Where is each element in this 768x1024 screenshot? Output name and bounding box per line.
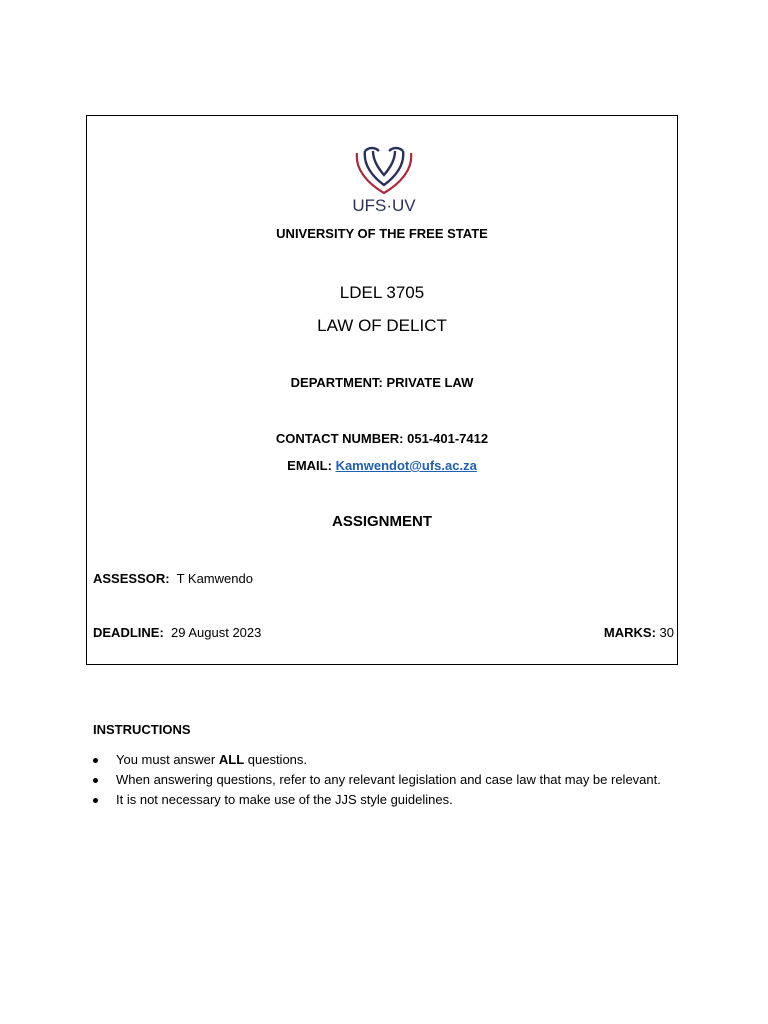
bullet-icon — [93, 758, 98, 763]
item-text-end: questions. — [244, 752, 308, 767]
marks-line — [604, 625, 674, 640]
list-item — [93, 790, 675, 810]
instructions-title: INSTRUCTIONS — [93, 722, 191, 737]
email-label: EMAIL: — [287, 458, 332, 473]
instructions-list — [93, 750, 675, 810]
item-text: It is not necessary to make use of the JJS style guidelines. — [116, 792, 453, 807]
bullet-icon — [93, 798, 98, 803]
bullet-icon — [93, 778, 98, 783]
email-line — [86, 458, 678, 473]
list-item — [93, 770, 675, 790]
marks-value: 30 — [659, 625, 674, 640]
department: DEPARTMENT: PRIVATE LAW — [290, 375, 474, 390]
university-name: UNIVERSITY OF THE FREE STATE — [276, 226, 488, 241]
ufs-logo — [343, 145, 425, 217]
course-code: LDEL 3705 — [339, 283, 425, 302]
item-text: When answering questions, refer to any relevant legislation and case law that may be relevant. — [116, 772, 661, 787]
ufs-logo-text: UFS·UV — [352, 196, 416, 215]
deadline-line — [93, 625, 261, 640]
assessor-name: T Kamwendo — [176, 571, 253, 586]
assessor-line — [93, 571, 253, 586]
course-name: LAW OF DELICT — [317, 316, 447, 335]
list-item — [93, 750, 675, 770]
document-type: ASSIGNMENT — [331, 513, 432, 530]
item-text: You must answer — [116, 752, 219, 767]
deadline-label: DEADLINE: — [93, 625, 164, 640]
contact-number: CONTACT NUMBER: 051-401-7412 — [275, 431, 489, 446]
assessor-label: ASSESSOR: — [93, 571, 170, 586]
marks-label: MARKS: — [603, 625, 656, 640]
deadline-date: 29 August 2023 — [171, 625, 262, 640]
item-bold-text: ALL — [218, 752, 245, 767]
email-link[interactable]: Kamwendot@ufs.ac.za — [335, 458, 477, 473]
ufs-emblem-icon — [357, 148, 411, 193]
